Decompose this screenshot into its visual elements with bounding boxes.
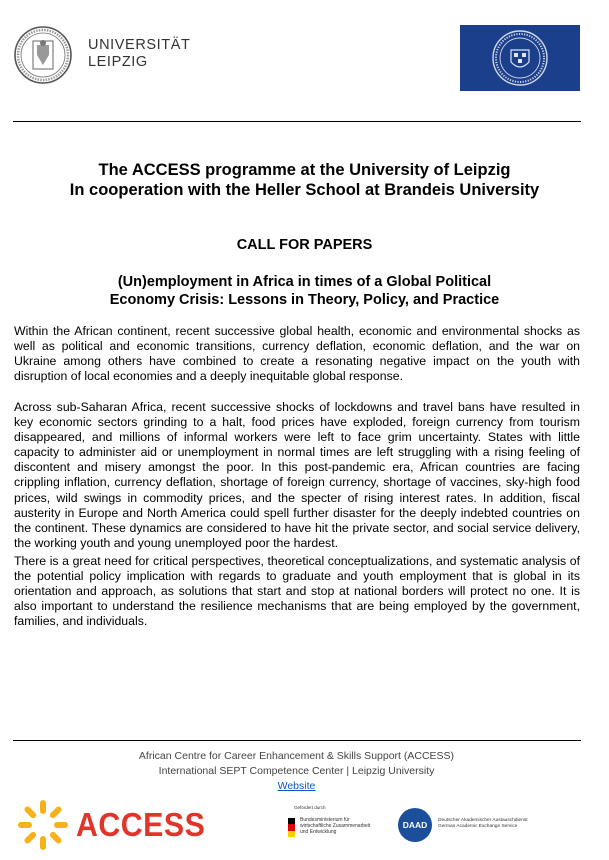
brandeis-logo	[460, 25, 580, 91]
document-title-line2: In cooperation with the Heller School at Brandeis University	[69, 181, 540, 199]
brandeis-seal-icon	[490, 28, 550, 88]
body-paragraph-2: Across sub-Saharan Africa, recent successive shocks of lockdowns and travel bans have resulted in key economic sectors grinding to a halt, food prices have exploded, foreign currency from tourism disappeared, and millions of informal workers were left to face grim uncertainty. States with little capacity to administer aid or unemployment in normal times are left struggling with a rising feeling of discontent and misery amongst the poor. In this post-pandemic era, African countries are facing crippling inflation, currency deflation, shortage of foreign currency, shortage of vaccines, sky-high food prices, wild swings in commodity prices, and the specter of rising interest rates. In addition, fiscal austerity in Europe and North America could spell further disaster for the deeply indebted countries on the continent. These dynamics are considered to have hit the private sector, and social service delivery, the working youth and young unemployed poor the hardest.	[14, 400, 580, 550]
leipzig-university-seal	[13, 25, 73, 85]
topic-title-line1: (Un)employment in Africa in times of a Global Political	[117, 274, 492, 290]
university-name-line1: UNIVERSITÄT	[88, 37, 191, 53]
footer-affiliation: International SEPT Competence Center | Leipzig University	[158, 765, 435, 777]
body-paragraph-3: There is a great need for critical perspectives, theoretical conceptualizations, and systematic analysis of the potential policy implication with regards to graduate and youth employment that is global in its orientation and approach, as solutions that start and stop at national borders will protect no one. It is also important to understand the resilience mechanisms that are being employed by the government, families, and individuals.	[14, 554, 580, 629]
document-title-line1: The ACCESS programme at the University of Leipzig	[98, 161, 511, 179]
university-name-line2: LEIPZIG	[88, 54, 148, 70]
daad-logo-text: Deutscher Akademischer Austauschdienst German Academic Exchange Service	[438, 818, 528, 829]
footer-organization: African Centre for Career Enhancement & Skills Support (ACCESS)	[138, 750, 455, 762]
sun-burst-icon	[18, 800, 68, 850]
daad-logo: DAAD	[398, 808, 432, 842]
footer-divider	[13, 740, 581, 741]
german-flag-icon	[288, 818, 295, 837]
access-logo-text: ACCESS	[76, 806, 206, 843]
university-name	[88, 37, 190, 71]
topic-title-line2: Economy Crisis: Lessons in Theory, Policy, and Practice	[109, 292, 500, 308]
bmz-caption: Gefördert durch	[294, 805, 326, 810]
header-divider	[13, 121, 581, 122]
website-link[interactable]: Website	[277, 780, 316, 792]
call-for-papers-heading: CALL FOR PAPERS	[236, 237, 373, 253]
bmz-logo-text: Bundesministerium für wirtschaftliche Zusammenarbeit und Entwicklung	[300, 817, 371, 835]
body-paragraph-1: Within the African continent, recent successive global health, economic and environmental shocks as well as political and economic transitions, currency deflation, economic deflation, and the war on Ukraine among others have combined to create a resonating negative impact on the youth with disruption of local economies and a deeply inequitable global response.	[14, 324, 580, 384]
